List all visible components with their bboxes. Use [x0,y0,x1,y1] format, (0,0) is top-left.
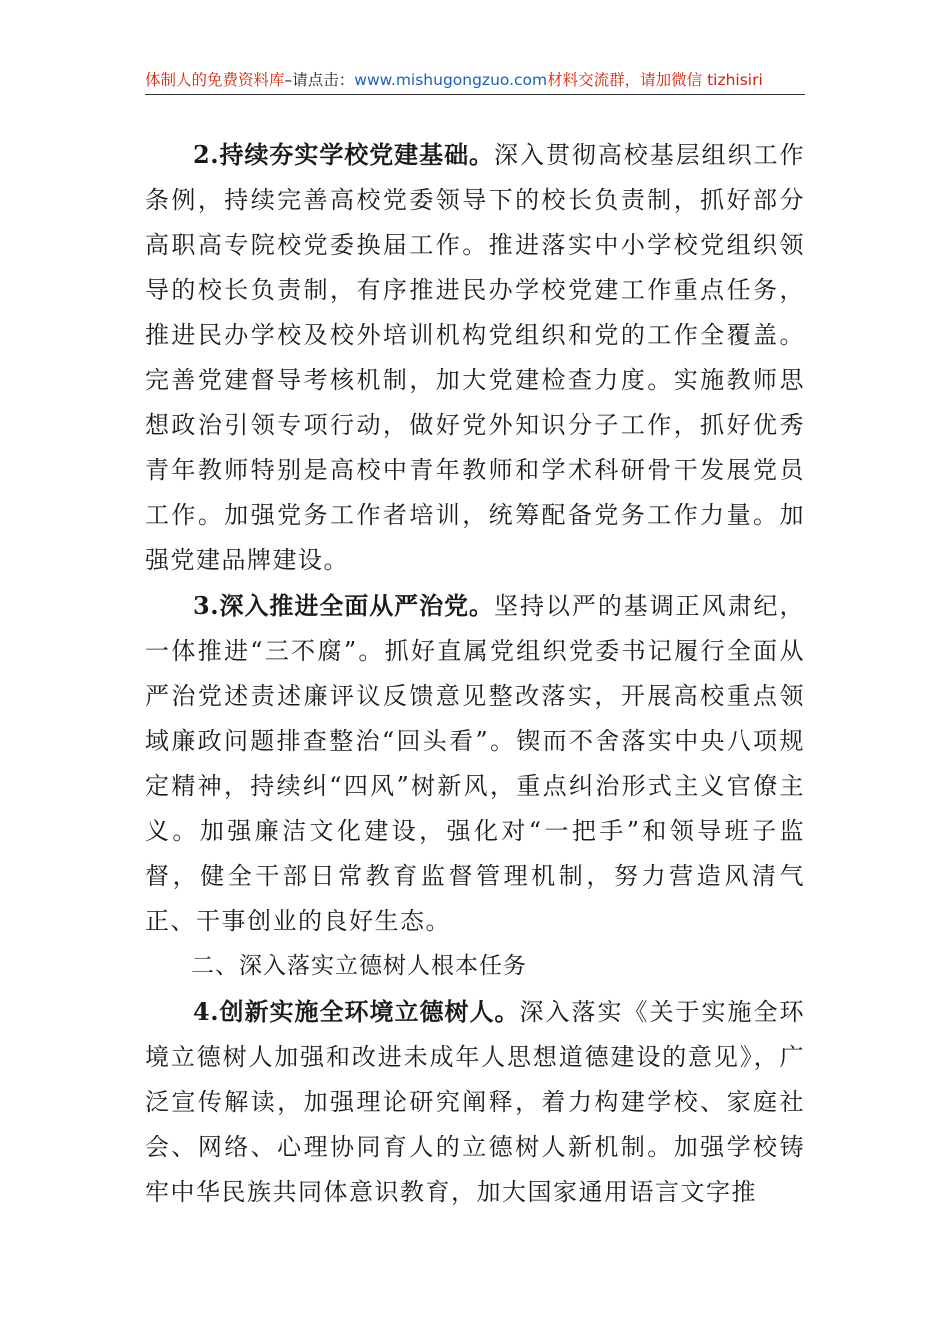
paragraph-2-body: 深入贯彻高校基层组织工作条例，持续完善高校党委领导下的校长负责制，抓好部分高职高专院校党委换届工作。推进落实中小学校党组织领导的校长负责制，有序推进民办学校党建工作重点任务，推进民办学校及校外培训机构党组织和党的工作全覆盖。完善党建督导考核机制，加大党建检查力度。实施教师思想政治引领专项行动，做好党外知识分子工作，抓好优秀青年教师特别是高校中青年教师和学术科研骨干发展党员工作。加强党务工作者培训，统筹配备党务工作力量。加强党建品牌建设。 [145,141,805,574]
paragraph-3 [145,583,805,944]
page-header [145,66,805,95]
header-website-link[interactable]: www.mishugongzuo.com [354,71,548,89]
header-brand: 体制人的免费资料库 [145,71,285,89]
paragraph-2 [145,132,805,583]
paragraph-2-lead: 2.持续夯实学校党建基础。 [193,140,494,169]
paragraph-4 [145,989,805,1215]
paragraph-3-body: 坚持以严的基调正风肃纪，一体推进“三不腐”。抓好直属党组织党委书记履行全面从严治党述责述廉评议反馈意见整改落实，开展高校重点领域廉政问题排查整治“回头看”。锲而不舍落实中央八项规定精神，持续纠“四风”树新风，重点纠治形式主义官僚主义。加强廉洁文化建设，强化对“一把手”和领导班子监督，健全干部日常教育监督管理机制，努力营造风清气正、干事创业的良好生态。 [145,592,805,935]
paragraph-4-lead: 4.创新实施全环境立德树人。 [193,997,520,1026]
paragraph-4-body: 深入落实《关于实施全环境立德树人加强和改进未成年人思想道德建设的意见》，广泛宣传解读，加强理论研究阐释，着力构建学校、家庭社会、网络、心理协同育人的立德树人新机制。加强学校铸牢中华民族共同体意识教育，加大国家通用语言文字推 [145,998,806,1206]
header-prompt: –请点击： [284,71,355,89]
paragraph-3-lead: 3.深入推进全面从严治党。 [193,591,494,620]
document-body [145,132,805,1215]
header-contact: 材料交流群，请加微信 tizhisiri [547,71,763,89]
section-heading: 二、深入落实立德树人根本任务 [191,953,527,979]
